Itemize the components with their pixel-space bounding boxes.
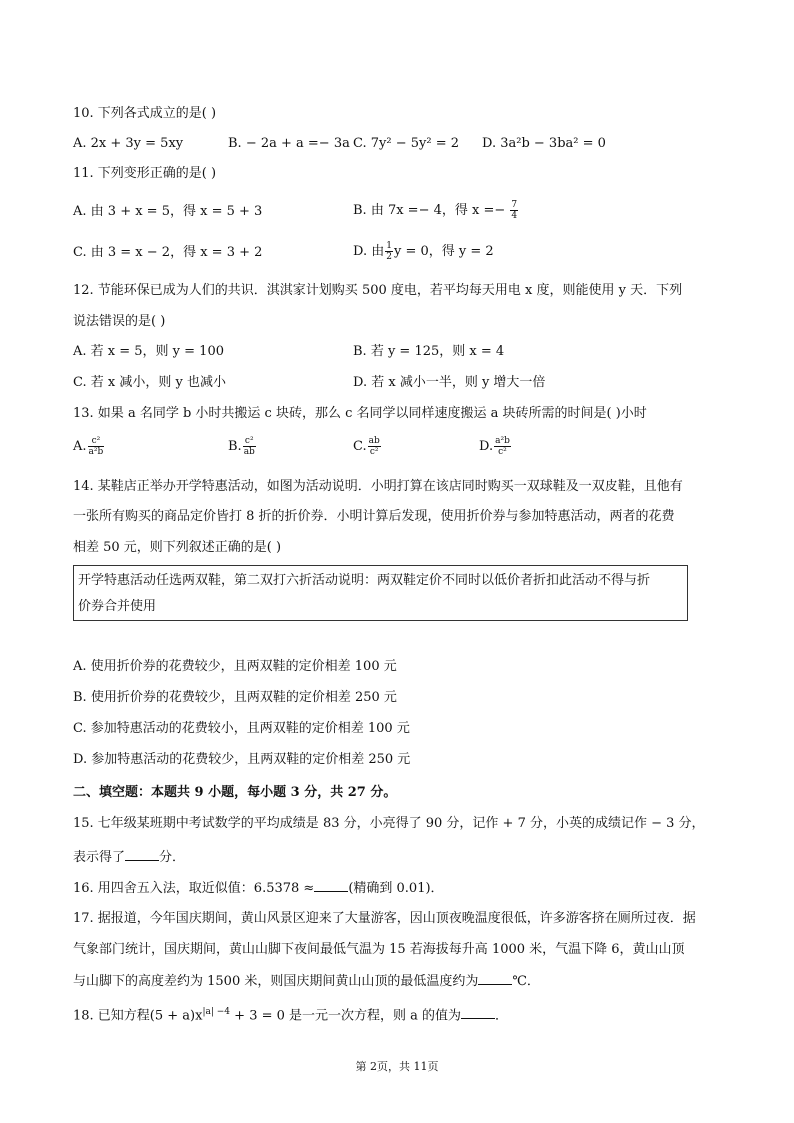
fraction-denominator: c² (498, 447, 507, 457)
q14-stem-line-3: 相差 50 元，则下列叙述正确的是( ) (73, 540, 282, 555)
fraction-denominator: 4 (511, 211, 518, 221)
fraction-denominator: c² (369, 447, 379, 457)
q14-option-d: D. 参加特惠活动的花费较少，且两双鞋的定价相差 250 元 (73, 752, 411, 767)
fraction-denominator: ab (243, 447, 255, 457)
activity-description-box (73, 565, 688, 621)
q13-option-b-fraction (243, 436, 256, 457)
q14-option-c: C. 参加特惠活动的花费较小，且两双鞋的定价相差 100 元 (73, 721, 410, 736)
answer-blank[interactable] (125, 846, 159, 861)
q11-option-a: A. 由 3 + x = 5，得 x = 5 + 3 (73, 204, 263, 219)
q12-option-c: C. 若 x 减小，则 y 也减小 (73, 375, 226, 390)
q14-stem-line-2: 一张所有购买的商品定价皆打 8 折的折价券．小明计算后发现，使用折价券与参加特惠活动，两者的花费 (73, 509, 675, 524)
q11-option-b-text: B. 由 7x =− 4，得 x =− (353, 203, 510, 218)
q16-suffix: (精确到 0.01)． (348, 881, 444, 896)
answer-blank[interactable] (478, 970, 512, 985)
q13-option-d (479, 436, 512, 457)
q12-option-b: B. 若 y = 125，则 x = 4 (353, 344, 505, 359)
q13-option-b (228, 436, 257, 457)
option-label: A. (73, 439, 87, 454)
q13-stem: 13. 如果 a 名同学 b 小时共搬运 c 块砖，那么 c 名同学以同样速度搬运 a 块砖所需的时间是( )小时 (73, 406, 647, 421)
answer-blank[interactable] (461, 1004, 495, 1019)
q14-option-b: B. 使用折价券的花费较少，且两双鞋的定价相差 250 元 (73, 690, 397, 705)
section-2-heading: 二、填空题：本题共 9 小题，每小题 3 分，共 27 分。 (73, 785, 397, 800)
q11-option-d-prefix: D. 由 (353, 244, 385, 259)
q11-option-b-fraction (510, 200, 518, 221)
q18-middle: + 3 = 0 是一元一次方程，则 a 的值为 (230, 1008, 462, 1024)
q15-line-2-prefix: 表示得了 (73, 850, 126, 865)
option-label: C. (353, 439, 367, 454)
q15-line-2 (73, 846, 185, 868)
q13-option-a (73, 436, 105, 457)
activity-box-line-2: 价券合并使用 (78, 599, 157, 614)
q11-option-d-suffix: y = 0，得 y = 2 (393, 244, 494, 259)
fraction-numerator: 1 (386, 241, 392, 251)
q11-option-c: C. 由 3 = x − 2，得 x = 3 + 2 (73, 245, 263, 260)
q18-exponent: |a| −4 (202, 1007, 231, 1017)
q10-option-d: D. 3a²b − 3ba² = 0 (482, 136, 606, 151)
q13-option-c (353, 436, 382, 457)
q10-option-b: B. − 2a + a =− 3a (228, 136, 350, 151)
fraction-numerator: ab (368, 436, 380, 446)
q16-line (73, 877, 444, 899)
fraction-numerator: a²b (495, 436, 510, 446)
q10-option-a: A. 2x + 3y = 5xy (73, 136, 184, 151)
q18-line (73, 1002, 508, 1026)
q11-stem: 11. 下列变形正确的是( ) (73, 166, 217, 181)
q17-line-1: 17. 据报道，今年国庆期间，黄山风景区迎来了大量游客，因山顶夜晚温度很低，许多游客挤在厕所过夜．据 (73, 911, 696, 926)
fraction-denominator: 2 (386, 252, 392, 262)
activity-box-line-1: 开学特惠活动任选两双鞋，第二双打六折活动说明：两双鞋定价不同时以低价者折扣此活动不得与折 (78, 573, 651, 588)
q10-option-c: C. 7y² − 5y² = 2 (353, 136, 459, 151)
q15-line-2-suffix: 分． (159, 850, 186, 865)
q11-option-d-fraction (385, 241, 393, 262)
fraction-numerator: c² (243, 436, 256, 447)
q14-option-a: A. 使用折价券的花费较少，且两双鞋的定价相差 100 元 (73, 659, 397, 674)
fraction-numerator: 7 (511, 200, 518, 210)
q13-option-d-fraction (494, 436, 511, 457)
q17-line-2: 气象部门统计，国庆期间，黄山山脚下夜间最低气温为 15 若海拔每升高 1000 米，气温下降 6，黄山山顶 (73, 942, 685, 957)
q15-line-1: 15. 七年级某班期中考试数学的平均成绩是 83 分，小亮得了 90 分，记作 + 7 分，小英的成绩记作 − 3 分， (73, 816, 705, 831)
answer-blank[interactable] (314, 877, 348, 892)
q17-line-3 (73, 970, 540, 992)
option-label: B. (228, 439, 242, 454)
q17-line-3-prefix: 与山脚下的高度差约为 1500 米，则国庆期间黄山山顶的最低温度约为 (73, 974, 479, 989)
q13-option-a-fraction (88, 436, 105, 457)
q12-stem-line-2: 说法错误的是( ) (73, 314, 166, 329)
q18-suffix: ． (495, 1008, 509, 1024)
q10-stem: 10. 下列各式成立的是( ) (73, 106, 217, 121)
q11-option-b (353, 200, 519, 221)
fraction-denominator: a²b (88, 447, 104, 457)
q12-option-d: D. 若 x 减小一半，则 y 增大一倍 (353, 375, 546, 390)
q12-option-a: A. 若 x = 5，则 y = 100 (73, 344, 224, 359)
page-footer: 第 2页，共 11页 (355, 1060, 439, 1073)
q14-stem-line-1: 14. 某鞋店正举办开学特惠活动，如图为活动说明．小明打算在该店同时购买一双球鞋及一双皮鞋，且他有 (73, 479, 683, 494)
fraction-numerator: c² (88, 436, 105, 447)
q12-stem-line-1: 12. 节能环保已成为人们的共识．淇淇家计划购买 500 度电，若平均每天用电 x 度，则能使用 y 天．下列 (73, 283, 683, 298)
option-label: D. (479, 439, 494, 454)
q13-option-c-fraction (368, 436, 381, 457)
q18-prefix: 18. 已知方程(5 + a)x (73, 1008, 203, 1024)
q16-prefix: 16. 用四舍五入法，取近似值：6.5378 ≈ (73, 881, 315, 896)
q11-option-d (353, 241, 494, 262)
q17-line-3-suffix: ℃． (512, 974, 540, 989)
